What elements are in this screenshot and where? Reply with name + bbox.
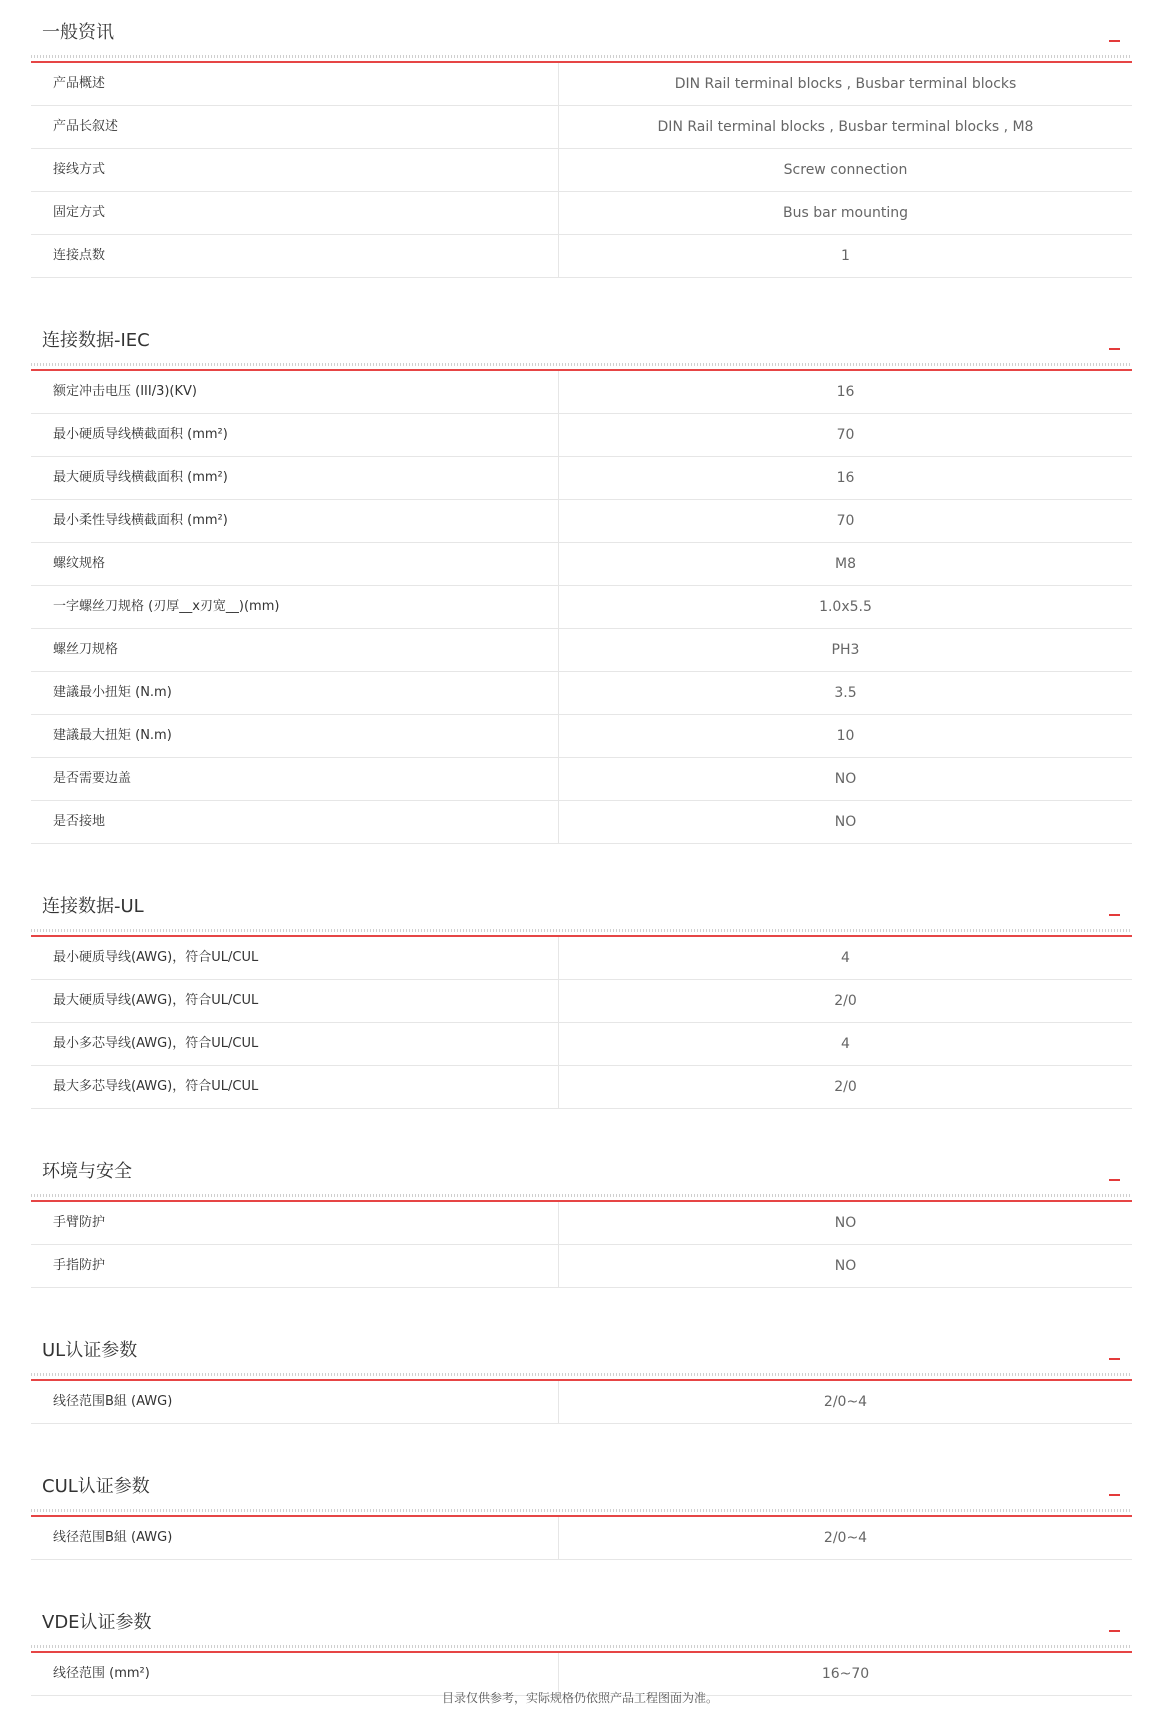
- spec-label: 最大多芯导线(AWG)，符合UL/CUL: [31, 1066, 559, 1108]
- spec-label: 是否需要边盖: [31, 758, 559, 800]
- spec-label: 建議最大扭矩 (N.m): [31, 715, 559, 757]
- table-row: [31, 715, 1132, 758]
- dotted-divider: [31, 363, 1132, 366]
- spec-value: NO: [834, 1258, 857, 1274]
- spec-label: 一字螺丝刀规格 (刃厚__x刃宽__)(mm): [31, 586, 559, 628]
- spec-table: [31, 371, 1132, 844]
- section-header[interactable]: [31, 1318, 1132, 1381]
- table-row: [31, 1517, 1132, 1560]
- section-spacer: [31, 1288, 1132, 1318]
- section-title: UL认证参数: [42, 1340, 138, 1361]
- spec-table: [31, 1381, 1132, 1424]
- spec-value: 2/0~4: [823, 1394, 868, 1410]
- table-row: [31, 586, 1132, 629]
- spec-label: 最小多芯导线(AWG)，符合UL/CUL: [31, 1023, 559, 1065]
- section-title: VDE认证参数: [42, 1612, 152, 1633]
- spec-value: 16~70: [821, 1666, 870, 1682]
- section-spacer: [31, 1424, 1132, 1454]
- table-row: [31, 149, 1132, 192]
- table-row: [31, 371, 1132, 414]
- spec-label: 线径范围 (mm²): [31, 1653, 559, 1695]
- spec-table: [31, 1517, 1132, 1560]
- spec-value: 16: [836, 384, 855, 400]
- section-title: 连接数据-UL: [42, 896, 144, 917]
- table-row: [31, 192, 1132, 235]
- dotted-divider: [31, 1194, 1132, 1197]
- dotted-divider: [31, 1509, 1132, 1512]
- spec-value: 70: [836, 427, 855, 443]
- spec-value: NO: [834, 771, 857, 787]
- spec-label: 手臂防护: [31, 1202, 559, 1244]
- table-row: [31, 457, 1132, 500]
- spec-value: 1: [841, 248, 850, 264]
- section-title: CUL认证参数: [42, 1476, 150, 1497]
- table-row: [31, 106, 1132, 149]
- section-title: 环境与安全: [42, 1161, 132, 1182]
- spec-value: Bus bar mounting: [783, 205, 908, 221]
- table-row: [31, 629, 1132, 672]
- spec-table: [31, 63, 1132, 278]
- table-row: [31, 980, 1132, 1023]
- spec-value: Screw connection: [783, 162, 908, 178]
- spec-label: 手指防护: [31, 1245, 559, 1287]
- spec-section: [31, 1139, 1132, 1288]
- spec-value: NO: [834, 814, 857, 830]
- spec-value: 10: [836, 728, 855, 744]
- spec-value: 2/0~4: [823, 1530, 868, 1546]
- spec-label: 建議最小扭矩 (N.m): [31, 672, 559, 714]
- section-header[interactable]: [31, 308, 1132, 371]
- spec-label: 线径范围B組 (AWG): [31, 1381, 559, 1423]
- spec-section: [31, 1454, 1132, 1560]
- spec-label: 产品概述: [31, 63, 559, 105]
- section-spacer: [31, 1109, 1132, 1139]
- spec-label: 是否接地: [31, 801, 559, 843]
- dotted-divider: [31, 929, 1132, 932]
- footer-disclaimer: 目录仅供参考，实际规格仍依照产品工程图面为准。: [441, 1691, 718, 1705]
- section-spacer: [31, 278, 1132, 308]
- spec-table: [31, 937, 1132, 1109]
- table-row: [31, 1023, 1132, 1066]
- table-row: [31, 543, 1132, 586]
- spec-value: 2/0: [834, 1079, 857, 1095]
- collapse-minus-icon[interactable]: [1109, 1494, 1120, 1496]
- spec-section: [31, 0, 1132, 278]
- table-row: [31, 672, 1132, 715]
- section-header[interactable]: [31, 874, 1132, 937]
- spec-label: 最大硬质导线横截面积 (mm²): [31, 457, 559, 499]
- spec-label: 最小柔性导线横截面积 (mm²): [31, 500, 559, 542]
- spec-table: [31, 1202, 1132, 1288]
- table-row: [31, 235, 1132, 278]
- table-row: [31, 63, 1132, 106]
- spec-value: 70: [836, 513, 855, 529]
- spec-value: DIN Rail terminal blocks , Busbar terminal blocks , M8: [657, 119, 1034, 135]
- spec-section: [31, 1590, 1132, 1696]
- spec-label: 最小硬质导线横截面积 (mm²): [31, 414, 559, 456]
- collapse-minus-icon[interactable]: [1109, 1630, 1120, 1632]
- spec-label: 最小硬质导线(AWG)，符合UL/CUL: [31, 937, 559, 979]
- table-row: [31, 1245, 1132, 1288]
- table-row: [31, 937, 1132, 980]
- table-row: [31, 500, 1132, 543]
- spec-label: 接线方式: [31, 149, 559, 191]
- section-spacer: [31, 1560, 1132, 1590]
- table-row: [31, 414, 1132, 457]
- collapse-minus-icon[interactable]: [1109, 1179, 1120, 1181]
- spec-section: [31, 1318, 1132, 1424]
- spec-label: 固定方式: [31, 192, 559, 234]
- section-header[interactable]: [31, 0, 1132, 63]
- spec-value: 16: [836, 470, 855, 486]
- spec-value: 4: [841, 1036, 850, 1052]
- table-row: [31, 1202, 1132, 1245]
- spec-label: 最大硬质导线(AWG)，符合UL/CUL: [31, 980, 559, 1022]
- spec-section: [31, 308, 1132, 844]
- spec-value: DIN Rail terminal blocks , Busbar terminal blocks: [674, 76, 1017, 92]
- spec-label: 连接点数: [31, 235, 559, 277]
- dotted-divider: [31, 55, 1132, 58]
- spec-label: 螺纹规格: [31, 543, 559, 585]
- section-header[interactable]: [31, 1590, 1132, 1653]
- spec-label: 额定冲击电压 (III/3)(KV): [31, 371, 559, 413]
- spec-value: M8: [835, 556, 856, 572]
- section-title: 一般资讯: [42, 22, 114, 43]
- spec-label: 线径范围B組 (AWG): [31, 1517, 559, 1559]
- spec-value: 4: [841, 950, 850, 966]
- collapse-minus-icon[interactable]: [1109, 40, 1120, 42]
- table-row: [31, 801, 1132, 844]
- collapse-minus-icon[interactable]: [1109, 1358, 1120, 1360]
- dotted-divider: [31, 1645, 1132, 1648]
- spec-value: PH3: [831, 642, 860, 658]
- section-header[interactable]: [31, 1454, 1132, 1517]
- table-row: [31, 758, 1132, 801]
- spec-value: 2/0: [834, 993, 857, 1009]
- collapse-minus-icon[interactable]: [1109, 348, 1120, 350]
- section-header[interactable]: [31, 1139, 1132, 1202]
- table-row: [31, 1381, 1132, 1424]
- spec-label: 螺丝刀规格: [31, 629, 559, 671]
- collapse-minus-icon[interactable]: [1109, 914, 1120, 916]
- spec-sheet: [31, 0, 1132, 1696]
- spec-value: 1.0x5.5: [819, 599, 872, 615]
- section-title: 连接数据-IEC: [42, 330, 150, 351]
- spec-sections: [31, 0, 1132, 1696]
- section-spacer: [31, 844, 1132, 874]
- spec-section: [31, 874, 1132, 1109]
- dotted-divider: [31, 1373, 1132, 1376]
- table-row: [31, 1066, 1132, 1109]
- spec-label: 产品长叙述: [31, 106, 559, 148]
- spec-value: 3.5: [834, 685, 857, 701]
- spec-value: NO: [834, 1215, 857, 1231]
